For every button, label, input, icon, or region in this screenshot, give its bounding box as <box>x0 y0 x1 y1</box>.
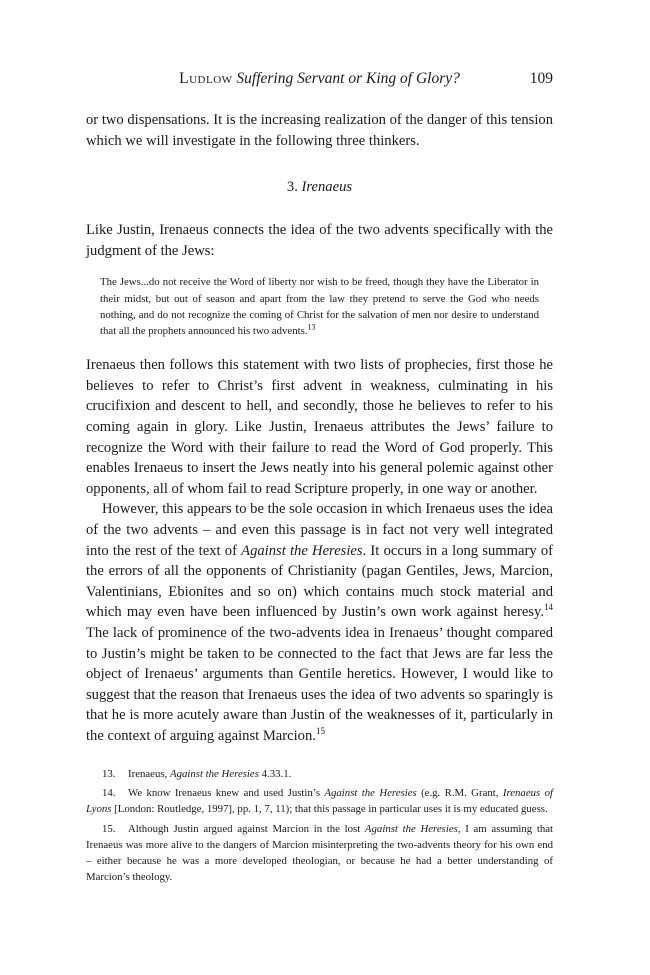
page-number: 109 <box>529 70 553 87</box>
footnotes <box>86 766 553 888</box>
footnote-work-title: Irenaeus of Lyons <box>86 787 553 816</box>
footnote-13 <box>86 766 553 782</box>
footnote-ref-14: 14 <box>544 602 553 613</box>
footnote-work-title: Against the Heresies <box>169 768 259 780</box>
running-head-title: Suffering Servant or King of Glory? <box>236 70 460 87</box>
work-title: Against the Heresies <box>241 542 363 559</box>
running-head-author: Ludlow <box>179 70 233 87</box>
footnote-ref-13: 13 <box>307 322 316 332</box>
section-title: Irenaeus <box>301 179 353 196</box>
block-quote <box>100 274 539 339</box>
footnote-number: 14. <box>102 787 116 800</box>
intro-paragraph: or two dispensations. It is the increasing realization of the danger of this tension which we will investigate in the following three thinkers. <box>86 112 553 149</box>
section-number: 3. <box>286 179 298 196</box>
paragraph-3 <box>86 499 553 746</box>
paragraph-3-part3: The lack of prominence of the two-advents idea in Irenaeus’ thought compared to Justin’s might be taken to be connected to the fact that Jews are far less the object of Irenaeus’ arguments than Gentile heretics. However, I would like to suggest that the reason that Irenaeus uses the idea of two advents so sparingly is that he is more acutely aware than Justin of the weaknesses of it, particularly in the context of arguing against Marcion. <box>86 624 553 744</box>
footnote-text: We know Irenaeus knew and used Justin’s <box>128 787 325 800</box>
section-heading <box>86 179 553 196</box>
paragraph-1: Like Justin, Irenaeus connects the idea of the two advents specifically with the judgment of the Jews: <box>86 222 553 259</box>
footnote-text: 4.33.1. <box>258 768 292 780</box>
footnote-ref-15: 15 <box>315 726 325 737</box>
footnote-15 <box>86 821 553 886</box>
footnote-number: 13. <box>102 768 116 780</box>
page-body <box>86 70 553 746</box>
footnote-number: 15. <box>102 822 116 835</box>
footnote-text: [London: Routledge, 1997], pp. 1, 7, 11); that this passage in particular uses it is my educated guess. <box>111 803 548 816</box>
footnote-text: Although Justin argued against Marcion in the lost <box>128 822 365 835</box>
footnote-text: Irenaeus, <box>128 768 170 780</box>
footnote-14 <box>86 785 553 817</box>
block-quote-text: The Jews...do not receive the Word of liberty nor wish to be freed, though they have the Liberator in their midst, but out of season and apart from the law they pretend to serve the God who needs nothing, and do not recognize the coming of Christ for the salvation of men nor desire to understand that all the prophets announced his two advents. <box>100 276 539 337</box>
running-head <box>86 70 553 94</box>
paragraph-3-part2: . It occurs in a long summary of the errors of all the opponents of Christianity (pagan Gentiles, Jews, Marcion, Valentinians, Ebionites and so on) which contains much stock material and which may even have been influenced by Justin’s own work against heresy. <box>86 542 553 621</box>
paragraph-3-part1: However, this appears to be the sole occasion in which Irenaeus uses the idea of the two advents – and even this passage is in fact not very well integrated into the rest of the text of <box>86 501 553 559</box>
footnote-text: , I am assuming that Irenaeus was more alive to the dangers of Marcion misinterpreting the two-advents theory for his own end – either because he was a more developed theologian, or because he had a better understanding of Marcion’s theology. <box>86 822 554 884</box>
paragraph-2: Irenaeus then follows this statement with two lists of prophecies, first those he believes to refer to Christ’s first advent in weakness, culminating in his crucifixion and descent to hell, and secondly, those he believes to refer to his coming again in glory. Like Justin, Irenaeus attributes the Jews’ failure to recognize the Word with their failure to read the Word of God properly. This enables Irenaeus to insert the Jews neatly into his general polemic against other opponents, all of whom fail to read Scripture properly, in one way or another. <box>86 357 553 497</box>
footnote-text: (e.g. R.M. Grant, <box>416 787 503 800</box>
footnote-work-title: Against the Heresies <box>324 787 417 800</box>
footnote-work-title: Against the Heresies <box>364 822 458 835</box>
